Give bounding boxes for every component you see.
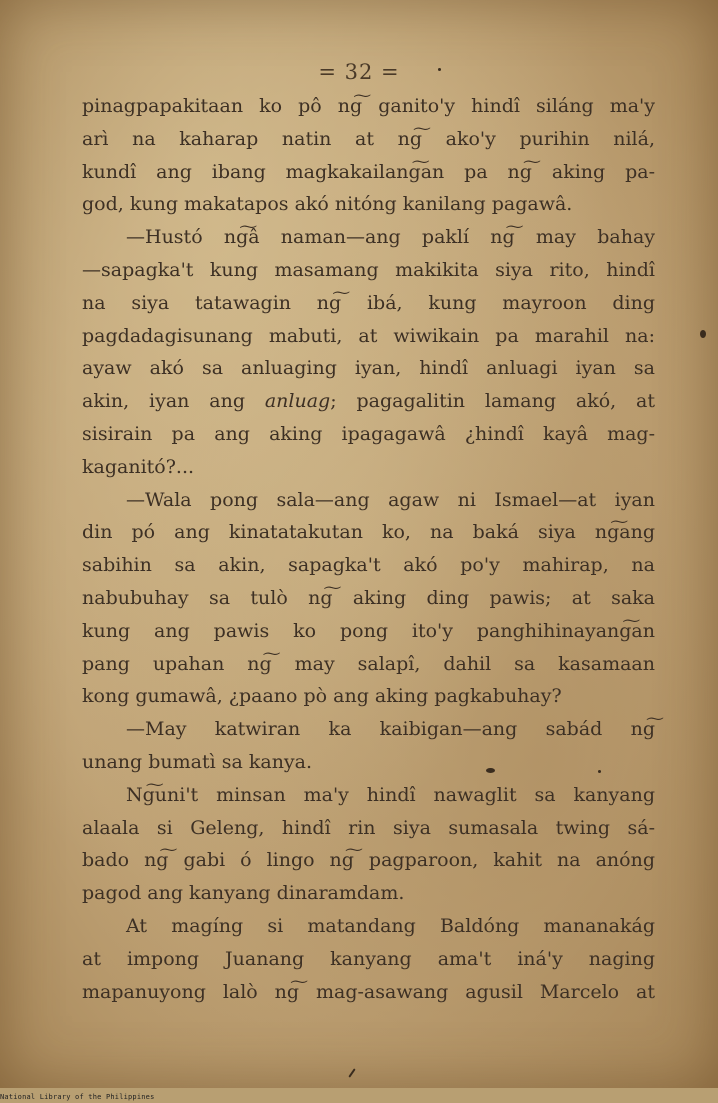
text-line [82, 910, 655, 943]
text-line: bado ng͠ gabi ó lingo ng͠ pagparoon, kahit na anóng [82, 849, 655, 872]
text-line: kong gumawâ, ¿paano pò ang aking pagkabuhay? [82, 685, 562, 708]
text-line [82, 385, 655, 418]
text-line: pang upahan ng͠ may salapî, dahil sa kasamaan [82, 652, 655, 675]
ink-speck [438, 68, 441, 71]
text-line [82, 779, 655, 812]
text-line-end: ; pagagalitin lamang akó, at [330, 390, 656, 413]
text-line-content: —May katwiran ka kaibigan—ang sabád ng͠ [126, 718, 655, 741]
text-line: —sapagka't kung masamang makikita siya rito, hindî [82, 258, 655, 281]
text-line-content: —Hustó ng͠â naman—ang paklí ng͠ may bahay [126, 226, 655, 249]
text-line-start: akin, iyan ang [82, 390, 265, 413]
text-line [82, 221, 655, 254]
text-line: din pó ang kinatatakutan ko, na baká siya ng͠ang [82, 521, 655, 544]
ink-speck [700, 330, 706, 338]
text-line: kaganitó?... [82, 455, 195, 478]
text-line: pinagpapakitaan ko pô ng͠ ganito'y hindî siláng ma'y [82, 95, 655, 117]
text-line: sisirain pa ang aking ipagagawâ ¿hindî kayâ mag- [82, 422, 655, 445]
paragraph-4 [82, 713, 655, 779]
text-line-content: Ng͠uni't minsan ma'y hindî nawaglit sa kanyang [126, 783, 655, 806]
text-line: pagdadagisunang mabuti, at wiwikain pa marahil na: [82, 324, 655, 347]
text-line: alaala si Geleng, hindî rin siya sumasala twing sá- [82, 816, 655, 839]
text-line: nabubuhay sa tulò ng͠ aking ding pawis; at saka [82, 586, 655, 609]
paragraph-2 [82, 221, 655, 483]
text-line: mapanuyong lalò ng͠ mag-asawang agusil Marcelo at [82, 980, 655, 1003]
ink-speck [348, 1068, 355, 1077]
text-line: na siya tatawagin ng͠ ibá, kung mayroon ding [82, 291, 655, 314]
text-line: kung ang pawis ko pong ito'y panghihinayang͠an [82, 619, 655, 642]
text-line: sabihin sa akin, sapagka't akó po'y mahirap, na [82, 554, 655, 577]
text-line [82, 484, 655, 517]
page-number: = 32 = [318, 60, 400, 84]
paragraph-3 [82, 484, 655, 714]
text-line: arì na kaharap natin at ng͠ ako'y purihin nilá, [82, 127, 655, 150]
text-line-content: At magíng si matandang Baldóng mananakág [126, 914, 655, 937]
footer-credit: National Library of the Philippines [0, 1093, 155, 1101]
text-line: ayaw akó sa anluaging iyan, hindî anluagi iyan sa [82, 357, 655, 380]
text-line: pagod ang kanyang dinaramdam. [82, 882, 405, 905]
paragraph-6 [82, 910, 655, 1008]
paragraph-5 [82, 779, 655, 910]
italic-word: anluag [264, 390, 331, 413]
text-line [82, 713, 655, 746]
text-line: at impong Juanang kanyang ama't iná'y naging [82, 947, 655, 970]
text-line-content: —Wala pong sala—ang agaw ni Ismael—at iyan [126, 488, 655, 511]
text-line: kundî ang ibang magkakailang͠an pa ng͠ aking pa- [82, 160, 655, 183]
page-text [82, 90, 655, 1008]
ink-speck [598, 770, 601, 773]
ink-speck [486, 768, 495, 773]
paragraph-1 [82, 90, 655, 221]
text-line: unang bumatì sa kanya. [82, 750, 313, 773]
text-line: god, kung makatapos akó nitóng kanilang pagawâ. [82, 193, 573, 216]
